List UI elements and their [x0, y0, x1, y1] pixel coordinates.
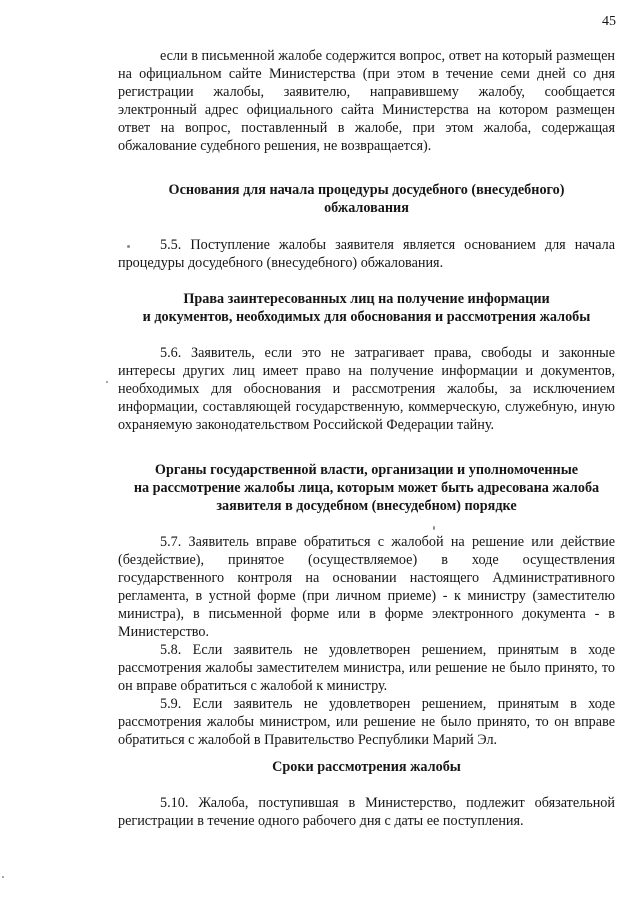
scan-speck — [433, 526, 435, 530]
heading-line: Основания для начала процедуры досудебного (внесудебного) — [168, 182, 565, 198]
heading-line: заявителя в досудебном (внесудебном) порядке — [216, 498, 517, 514]
heading-review-terms — [118, 758, 615, 776]
paragraph-5-7: 5.7. Заявитель вправе обратиться с жалобой на решение или действие (бездействие), принятое (осуществляемое) в ходе осуществления государственного контроля на основании настоящего Административного регламента, в устной форме (при личном приеме) - к министру (заместителю министра), в письменной форме или в форме электронного документа - в Министерство. — [118, 534, 615, 640]
heading-line: Права заинтересованных лиц на получение информации — [183, 291, 550, 307]
scan-speck — [106, 381, 108, 383]
paragraph-5-8: 5.8. Если заявитель не удовлетворен решением, принятым в ходе рассмотрения жалобы заместителем министра, или решение не было принято, то он вправе обратиться с жалобой к министру. — [118, 642, 615, 694]
heading-line: обжалования — [324, 200, 409, 216]
paragraph-5-10: 5.10. Жалоба, поступившая в Министерство, подлежит обязательной регистрации в течение одного рабочего дня с даты ее поступления. — [118, 795, 615, 829]
paragraph-5-9: 5.9. Если заявитель не удовлетворен решением, принятым в ходе рассмотрения жалобы министром, или решение не было принято, то он вправе обратиться с жалобой в Правительство Республики Марий Эл. — [118, 696, 615, 748]
page-number: 45 — [602, 14, 616, 29]
paragraph-5-5: 5.5. Поступление жалобы заявителя является основанием для начала процедуры досудебного (внесудебного) обжалования. — [118, 237, 615, 271]
scan-speck — [2, 876, 4, 878]
heading-grounds-for-appeal — [118, 181, 615, 217]
heading-line: Органы государственной власти, организации и уполномоченные — [154, 462, 579, 478]
paragraph-5-6: 5.6. Заявитель, если это не затрагивает права, свободы и законные интересы других лиц имеет право на получение информации и документов, необходимых для обоснования и рассмотрения жалобы, за исключением информации, составляющей государственную, коммерческую, служебную, иную охраняемую законодательством Российской Федерации тайну. — [118, 345, 615, 433]
intro-paragraph: если в письменной жалобе содержится вопрос, ответ на который размещен на официальном сайте Министерства (при этом в течение семи дней со дня регистрации жалобы, заявителю, направившему жалобу, сообщается электронный адрес официального сайта Министерства на котором размещен ответ на вопрос, поставленный в жалобе, при этом жалоба, содержащая обжалование судебного решения, не возвращается). — [118, 48, 615, 154]
heading-line: на рассмотрение жалобы лица, которым может быть адресована жалоба — [133, 480, 600, 496]
heading-line: и документов, необходимых для обоснования и рассмотрения жалобы — [142, 309, 591, 325]
heading-line: Сроки рассмотрения жалобы — [272, 759, 461, 775]
heading-rights-of-interested-parties — [118, 290, 615, 326]
heading-authorized-bodies — [118, 461, 615, 515]
scan-speck — [127, 245, 130, 248]
